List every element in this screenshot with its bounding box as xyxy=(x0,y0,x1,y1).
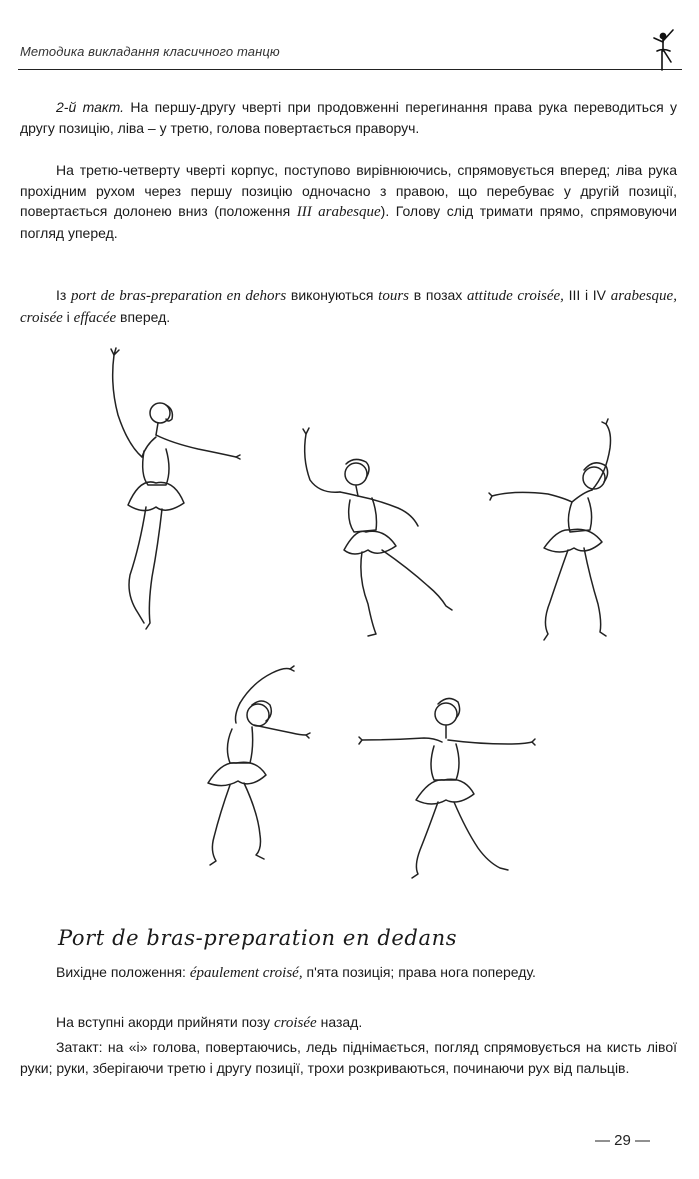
ballerina-logo-icon xyxy=(646,24,682,72)
paragraph-3 xyxy=(20,285,677,328)
paragraph-4 xyxy=(20,962,677,984)
section-title: Port de bras-preparation en dedans xyxy=(58,926,458,950)
paragraph-6 xyxy=(20,1037,677,1078)
paragraph-5 xyxy=(20,1012,677,1034)
p3-c: виконуються xyxy=(286,287,379,303)
p3-e: в позах xyxy=(409,287,467,303)
bar-label: 2-й такт. xyxy=(56,99,125,115)
dancer-figure-5 xyxy=(358,690,538,880)
p5-a: На вступні акорди прийняти позу xyxy=(56,1014,274,1030)
paragraph-2-text: На третю-четверту чверті корпус, поступово вирівнюючись, спрямовується вперед; ліва рука прохідним рухом через першу позицію одночасно з правою, що перебуває у другій позиції, повертається долонею вниз xyxy=(20,162,677,220)
paragraph-2-paren: (положення xyxy=(214,203,297,220)
paragraph-1 xyxy=(20,97,677,138)
dancer-figure-4 xyxy=(196,663,316,868)
term-arabesque-croisee: arabesque, croisée xyxy=(20,288,677,326)
paragraph-1-text: На першу-другу чверті при продовженні перегинання права рука переводиться у другу позицію, ліва – у третю, голова повертається праворуч. xyxy=(20,99,678,136)
dancer-figure-2 xyxy=(298,428,458,640)
term-port-de-bras: port de bras-preparation en dehors xyxy=(71,288,287,304)
p3-i: і xyxy=(62,308,74,325)
term-tours: tours xyxy=(378,288,410,304)
paragraph-2-end: ). Голову слід тримати прямо, спрямовуючи погляд уперед. xyxy=(20,203,677,242)
term-epaulement-croise: épaulement croisé, xyxy=(189,965,303,981)
page-number: — 29 — xyxy=(595,1132,651,1149)
running-header: Методика викладання класичного танцю xyxy=(20,44,280,59)
p5-c: назад. xyxy=(316,1014,363,1030)
term-croisee: croisée xyxy=(273,1015,317,1031)
term-effacee: effacée xyxy=(73,309,117,326)
p4-c: п'ята позиція; права нога попереду. xyxy=(302,964,536,980)
term-attitude-croisee: attitude croisée, xyxy=(466,288,564,304)
paragraph-2 xyxy=(20,160,677,244)
dancer-figure-3 xyxy=(488,418,628,643)
p4-a: Вихідне положення: xyxy=(56,964,190,980)
header-rule xyxy=(18,69,682,70)
paragraph-6-text: Затакт: на «і» голова, повертаючись, ледь піднімається, погляд спрямовується на кисть лівої руки; руки, зберігаючи третю і другу позиції, трохи розкриваються, починаючи рух від пальців. xyxy=(20,1039,677,1076)
p3-a: Із xyxy=(56,287,72,303)
dancer-figure-1 xyxy=(100,345,245,635)
p3-g: III і IV xyxy=(563,287,611,303)
p3-k: вперед. xyxy=(116,308,171,325)
term-arabesque: III arabesque xyxy=(296,204,381,221)
